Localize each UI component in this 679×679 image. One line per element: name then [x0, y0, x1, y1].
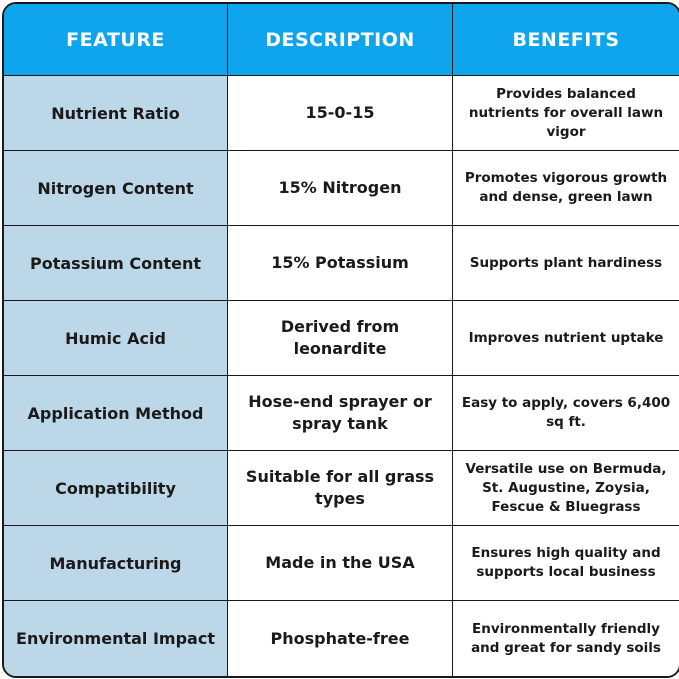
benefit-cell: Improves nutrient uptake	[453, 301, 679, 376]
benefit-cell: Supports plant hardiness	[453, 226, 679, 301]
table-row	[4, 526, 679, 601]
feature-cell: Compatibility	[4, 451, 228, 526]
header-feature: FEATURE	[4, 4, 228, 76]
description-cell: 15% Potassium	[228, 226, 453, 301]
table-row	[4, 226, 679, 301]
feature-cell: Nutrient Ratio	[4, 76, 228, 151]
description-cell: Derived from leonardite	[228, 301, 453, 376]
benefit-cell: Easy to apply, covers 6,400 sq ft.	[453, 376, 679, 451]
benefit-cell: Promotes vigorous growth and dense, green lawn	[453, 151, 679, 226]
header-row	[4, 4, 679, 76]
header-benefits: BENEFITS	[453, 4, 679, 76]
feature-cell: Environmental Impact	[4, 601, 228, 676]
header-description: DESCRIPTION	[228, 4, 453, 76]
benefit-cell: Versatile use on Bermuda, St. Augustine, Zoysia, Fescue & Bluegrass	[453, 451, 679, 526]
feature-cell: Application Method	[4, 376, 228, 451]
benefit-cell: Environmentally friendly and great for sandy soils	[453, 601, 679, 676]
table-row	[4, 301, 679, 376]
benefit-cell: Provides balanced nutrients for overall lawn vigor	[453, 76, 679, 151]
description-cell: Phosphate-free	[228, 601, 453, 676]
feature-comparison-table	[2, 2, 679, 678]
description-cell: Made in the USA	[228, 526, 453, 601]
table-row	[4, 76, 679, 151]
description-cell: Hose-end sprayer or spray tank	[228, 376, 453, 451]
feature-cell: Potassium Content	[4, 226, 228, 301]
table-row	[4, 451, 679, 526]
table-header	[4, 4, 679, 76]
table-body	[4, 76, 679, 676]
description-cell: 15% Nitrogen	[228, 151, 453, 226]
feature-cell: Manufacturing	[4, 526, 228, 601]
feature-cell: Nitrogen Content	[4, 151, 228, 226]
benefit-cell: Ensures high quality and supports local business	[453, 526, 679, 601]
description-cell: Suitable for all grass types	[228, 451, 453, 526]
table-row	[4, 601, 679, 676]
table-row	[4, 376, 679, 451]
table-row	[4, 151, 679, 226]
description-cell: 15-0-15	[228, 76, 453, 151]
feature-cell: Humic Acid	[4, 301, 228, 376]
